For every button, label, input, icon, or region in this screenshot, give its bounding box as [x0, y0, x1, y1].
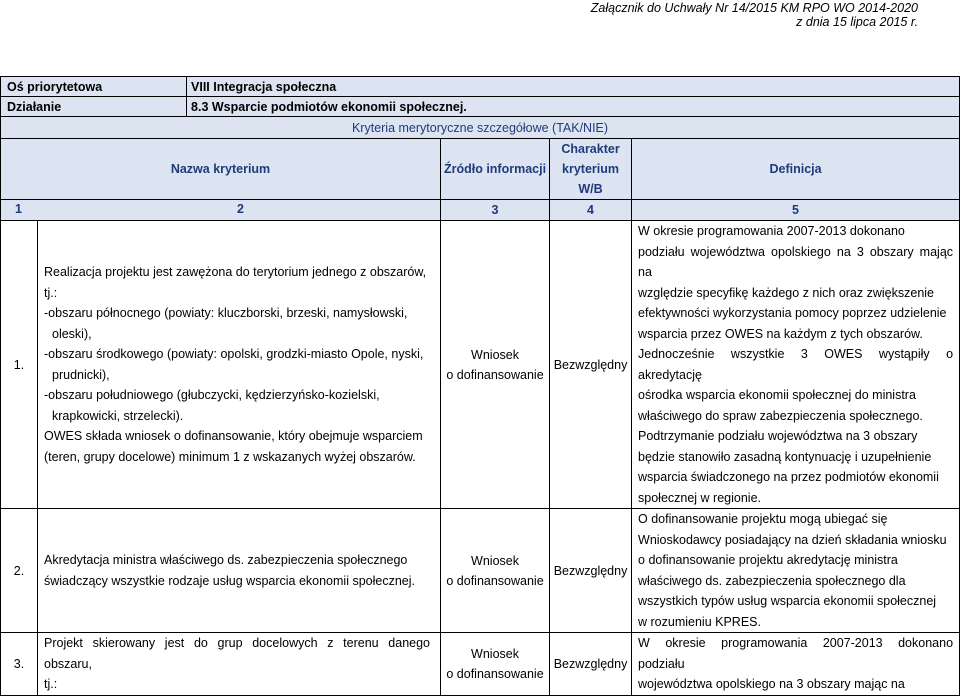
attachment-header-line1: Załącznik do Uchwały Nr 14/2015 KM RPO WO 2014-2020	[590, 1, 918, 15]
source-cell	[441, 221, 550, 509]
criterion-text	[38, 221, 441, 509]
definition-cell	[632, 509, 960, 633]
criterion-line: Projekt skierowany jest do grup docelowych z terenu danego obszaru,	[44, 636, 431, 671]
criterion-line: OWES składa wniosek o dofinansowanie, który obejmuje wsparciem	[44, 429, 423, 443]
criterion-line: tj.:	[44, 677, 58, 691]
definition-line: ośrodka wsparcia ekonomii społecznej do ministra	[638, 388, 916, 402]
definition-line: w rozumieniu KPRES.	[638, 614, 761, 629]
action-label: Działanie	[1, 97, 187, 117]
source-line: Wniosek	[471, 347, 519, 362]
definition-line: właściwego ds. zabezpieczenia społecznego dla	[638, 573, 906, 588]
column-number-4: 4	[550, 200, 632, 221]
column-header-character-line2: kryterium	[562, 162, 619, 176]
criterion-line: tj.:	[44, 285, 58, 300]
criterion-text	[38, 633, 441, 696]
source-line: Wniosek	[471, 553, 519, 568]
criterion-line: świadczący wszystkie rodzaje usług wsparcia ekonomii społecznej.	[44, 573, 415, 588]
criterion-line: Akredytacja ministra właściwego ds. zabezpieczenia społecznego	[44, 553, 408, 567]
criterion-line: krapkowicki, strzelecki).	[52, 408, 184, 423]
column-header-character	[550, 139, 632, 200]
criterion-line: (teren, grupy docelowe) minimum 1 z wskazanych wyżej obszarów.	[44, 449, 416, 464]
row-number: 1.	[1, 221, 38, 509]
definition-cell	[632, 221, 960, 509]
source-line: o dofinansowanie	[446, 666, 544, 681]
column-number-5: 5	[632, 200, 960, 221]
column-number-1: 1	[15, 202, 22, 216]
character-cell: Bezwzględny	[550, 221, 632, 509]
definition-line: podziału województwa opolskiego na 3 obszary mając na	[638, 244, 954, 279]
source-line: o dofinansowanie	[446, 367, 544, 382]
criterion-line: -obszaru północnego (powiaty: kluczborski, brzeski, namysłowski,	[44, 306, 408, 320]
definition-line: wszystkich typów usług wsparcia ekonomii społecznej	[638, 594, 937, 608]
column-number-3: 3	[441, 200, 550, 221]
criterion-text	[38, 509, 441, 633]
row-number: 3.	[1, 633, 38, 696]
definition-line: o dofinansowanie projektu akredytację ministra	[638, 553, 898, 567]
table-row	[1, 633, 960, 696]
column-header-character-line3: W/B	[578, 182, 603, 196]
definition-line: Wnioskodawcy posiadający na dzień składania wniosku	[638, 532, 947, 547]
definition-cell	[632, 633, 960, 696]
action-value: 8.3 Wsparcie podmiotów ekonomii społecznej.	[187, 97, 960, 117]
definition-line: efektywności wykorzystania pomocy poprzez udzielenie	[638, 306, 947, 320]
definition-line: W okresie programowania 2007-2013 dokonano podziału	[638, 636, 954, 671]
table-row	[1, 221, 960, 509]
source-line: o dofinansowanie	[446, 573, 544, 588]
table-row	[1, 509, 960, 633]
source-line: Wniosek	[471, 646, 519, 661]
definition-line: Jednocześnie wszystkie 3 OWES wystąpiły o akredytację	[638, 347, 954, 382]
character-cell: Bezwzględny	[550, 633, 632, 696]
column-header-character-line1: Charakter	[561, 142, 620, 156]
column-number-2: 2	[237, 202, 244, 216]
attachment-header-line2: z dnia 15 lipca 2015 r.	[796, 15, 918, 29]
definition-line: Podtrzymanie podziału województwa na 3 obszary	[638, 429, 918, 443]
definition-line: będzie stanowiło zasadną kontynuację i uzupełnienie	[638, 449, 932, 464]
column-header-source: Źródło informacji	[441, 139, 550, 200]
criterion-line: prudnicki),	[52, 367, 110, 382]
definition-line: społecznej w regionie.	[638, 490, 762, 505]
definition-line: W okresie programowania 2007-2013 dokonano	[638, 224, 905, 238]
definition-line: województwa opolskiego na 3 obszary mając na	[638, 677, 905, 691]
definition-line: O dofinansowanie projektu mogą ubiegać się	[638, 512, 888, 526]
column-header-name: Nazwa kryterium	[1, 139, 441, 200]
column-numbers-1-2	[1, 200, 441, 221]
axis-value: VIII Integracja społeczna	[187, 77, 960, 97]
criterion-line: -obszaru środkowego (powiaty: opolski, grodzki-miasto Opole, nyski,	[44, 347, 424, 361]
criterion-line: Realizacja projektu jest zawężona do terytorium jednego z obszarów,	[44, 265, 427, 279]
definition-line: wsparcia świadczonego na przez podmiotów ekonomii	[638, 470, 939, 484]
definition-line: wsparcia przez OWES na każdym z tych obszarów.	[638, 326, 923, 341]
axis-label: Oś priorytetowa	[1, 77, 187, 97]
definition-line: względzie specyfikę każdego z nich oraz zwiększenie	[638, 285, 934, 300]
row-number: 2.	[1, 509, 38, 633]
criterion-line: oleski),	[52, 326, 92, 341]
column-header-definition: Definicja	[632, 139, 960, 200]
source-cell	[441, 509, 550, 633]
source-cell	[441, 633, 550, 696]
definition-line: właściwego do spraw zabezpieczenia społecznego.	[638, 408, 923, 423]
section-title: Kryteria merytoryczne szczegółowe (TAK/NIE)	[1, 117, 960, 139]
criterion-line: -obszaru południowego (głubczycki, kędzierzyńsko-kozielski,	[44, 388, 380, 402]
character-cell: Bezwzględny	[550, 509, 632, 633]
